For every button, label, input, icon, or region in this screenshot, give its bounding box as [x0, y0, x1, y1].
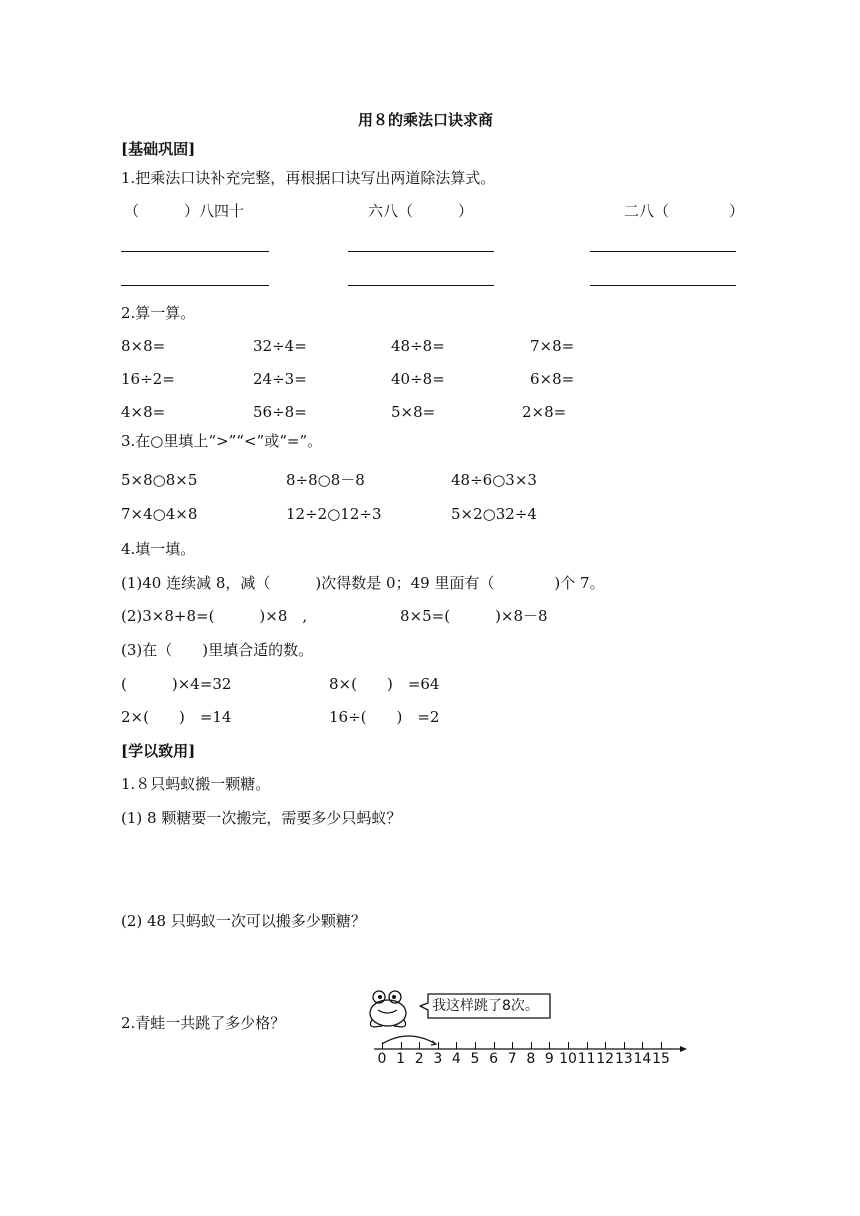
- calc-item: 5×8=: [391, 403, 436, 421]
- fill-item-2b: 8×5=( )×8－8: [400, 607, 548, 625]
- number-line-label: 14: [633, 1051, 652, 1067]
- answer-line[interactable]: [121, 285, 269, 286]
- fill-blank: 16÷( ) =2: [329, 708, 440, 726]
- fill-blank: 8×( ) =64: [329, 675, 440, 693]
- number-line-label: 11: [577, 1051, 596, 1067]
- calc-item: 24÷3=: [253, 370, 307, 388]
- calc-item: 2×8=: [522, 403, 567, 421]
- number-line-tick: [438, 1042, 439, 1049]
- number-line-label: 10: [559, 1051, 577, 1067]
- answer-line[interactable]: [590, 251, 736, 252]
- question-1-text: 1.把乘法口诀补充完整，再根据口诀写出两道除法算式。: [121, 169, 496, 187]
- answer-line[interactable]: [590, 285, 736, 286]
- number-line-tick: [642, 1042, 643, 1049]
- number-line-label: 7: [507, 1051, 517, 1067]
- speech-bubble: [418, 992, 554, 1020]
- compare-item: 12÷2○12÷3: [286, 505, 382, 523]
- fill-item-2a: (2)3×8+8=( )×8 ,: [121, 607, 308, 625]
- question-3-text: 3.在○里填上“>”“<”或“=”。: [121, 432, 323, 450]
- compare-item: 48÷6○3×3: [451, 471, 537, 489]
- fill-item-1: (1)40 连续减 8，减（ )次得数是 0；49 里面有（ )个 7。: [121, 574, 605, 592]
- number-line-label: 2: [414, 1051, 424, 1067]
- number-line-label: 3: [433, 1051, 443, 1067]
- compare-item: 8÷8○8－8: [286, 471, 365, 489]
- fill-blank: ( )×4=32: [121, 675, 232, 693]
- calc-item: 6×8=: [530, 370, 575, 388]
- number-line-tick: [549, 1042, 550, 1049]
- number-line-tick: [382, 1042, 383, 1049]
- number-line-tick: [419, 1042, 420, 1049]
- compare-item: 5×2○32÷4: [451, 505, 537, 523]
- number-line-tick: [494, 1042, 495, 1049]
- mnemonic-item-3: 二八（ ）: [624, 202, 745, 220]
- apply-question-1-part-2: (2) 48 只蚂蚁一次可以搬多少颗糖？: [121, 912, 366, 930]
- number-line-tick: [512, 1042, 513, 1049]
- number-line-label: 1: [396, 1051, 406, 1067]
- speech-text: 我这样跳了8次。: [432, 998, 539, 1014]
- number-line-label: 0: [377, 1051, 387, 1067]
- fill-blank: 2×( ) =14: [121, 708, 232, 726]
- calc-item: 48÷8=: [391, 337, 445, 355]
- compare-item: 5×8○8×5: [121, 471, 198, 489]
- page-title: 用８的乘法口诀求商: [358, 111, 494, 129]
- apply-question-1: 1.８只蚂蚁搬一颗糖。: [121, 775, 271, 793]
- calc-item: 32÷4=: [253, 337, 307, 355]
- calc-item: 16÷2=: [121, 370, 175, 388]
- number-line-tick: [401, 1042, 402, 1049]
- number-line-tick: [624, 1042, 625, 1049]
- calc-item: 7×8=: [530, 337, 575, 355]
- question-4-text: 4.填一填。: [121, 540, 196, 558]
- calc-item: 40÷8=: [391, 370, 445, 388]
- calc-item: 56÷8=: [253, 403, 307, 421]
- apply-question-1-part-1: (1) 8 颗糖要一次搬完，需要多少只蚂蚁？: [121, 809, 402, 827]
- answer-line[interactable]: [348, 285, 494, 286]
- question-2-text: 2.算一算。: [121, 304, 196, 322]
- mnemonic-item-1: （ ）八四十: [124, 202, 245, 220]
- mnemonic-item-2: 六八（ ）: [368, 202, 474, 220]
- number-line-label: 12: [596, 1051, 615, 1067]
- number-line-tick: [568, 1042, 569, 1049]
- fill-item-3: (3)在（ )里填合适的数。: [121, 641, 314, 659]
- calc-item: 4×8=: [121, 403, 166, 421]
- number-line-tick: [587, 1042, 588, 1049]
- number-line-label: 6: [489, 1051, 499, 1067]
- number-line-label: 8: [526, 1051, 536, 1067]
- number-line-label: 4: [451, 1051, 461, 1067]
- number-line-label: 15: [652, 1051, 670, 1067]
- number-line-label: 5: [470, 1051, 480, 1067]
- number-line-tick: [531, 1042, 532, 1049]
- number-line-label: 13: [614, 1051, 633, 1067]
- number-line-label: 9: [544, 1051, 554, 1067]
- number-line: [370, 1024, 690, 1070]
- number-line-tick: [456, 1042, 457, 1049]
- number-line-tick: [661, 1042, 662, 1049]
- number-line-tick: [605, 1042, 606, 1049]
- answer-line[interactable]: [348, 251, 494, 252]
- section-heading-apply: [学以致用]: [121, 742, 196, 760]
- number-line-tick: [475, 1042, 476, 1049]
- answer-line[interactable]: [121, 251, 269, 252]
- compare-item: 7×4○4×8: [121, 505, 198, 523]
- section-heading-basic: [基础巩固]: [121, 140, 196, 158]
- calc-item: 8×8=: [121, 337, 166, 355]
- apply-question-2: 2.青蛙一共跳了多少格？: [121, 1014, 286, 1032]
